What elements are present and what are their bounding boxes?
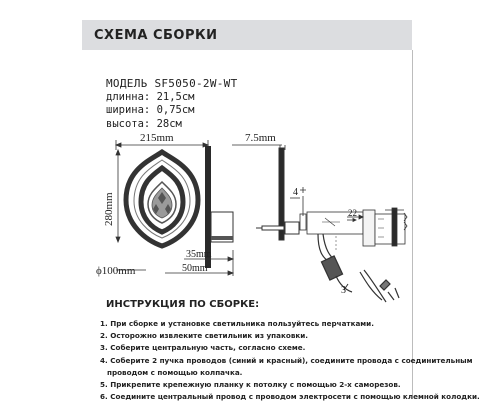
callout-3-label: 3 [341, 285, 346, 296]
instructions-list [100, 318, 480, 403]
instruction-item: проводом с помощью колпачка. [107, 367, 243, 377]
instruction-item: 2. Осторожно извлеките светильник из упаковки. [100, 331, 309, 341]
dim-depth-label: 7.5mm [245, 132, 276, 144]
dim-50-label: 50mm [182, 263, 208, 274]
instruction-item: 5. Прикрепите крепежную планку к потолку с помощью 2-х саморезов. [100, 380, 401, 390]
instruction-item: 4. Соберите 2 пучка проводов (синий и красный), соедините провода с соединительным [100, 355, 473, 365]
instruction-item: 1. При сборке и установке светильника пользуйтесь перчатками. [100, 319, 374, 328]
dim-width-label: 215mm [140, 132, 174, 144]
instruction-item: 3. Соберите центральную часть, согласно схеме. [100, 343, 306, 353]
instructions-title: ИНСТРУКЦИЯ ПО СБОРКЕ: [106, 299, 260, 310]
model-name: МОДЕЛЬ SF5050-2W-WT [106, 77, 238, 90]
lamp-front-view [126, 152, 198, 246]
spec-width: ширина: 0,75см [106, 104, 195, 116]
dim-base-label: ϕ100mm [96, 265, 136, 277]
dim-height-label: 280mm [103, 192, 115, 226]
callout-4-label: 4 [293, 187, 298, 198]
instruction-item: 6. Соедините центральный провод с проводом электросети с помощью клемной колодки. [100, 392, 480, 402]
spec-height: высота: 28см [106, 117, 182, 130]
dim-35-label: 35mm [186, 249, 212, 260]
section-title: СХЕМА СБОРКИ [94, 27, 218, 43]
spec-length: длинна: 21,5см [106, 90, 195, 103]
callout-22-label: 22 [348, 208, 357, 218]
